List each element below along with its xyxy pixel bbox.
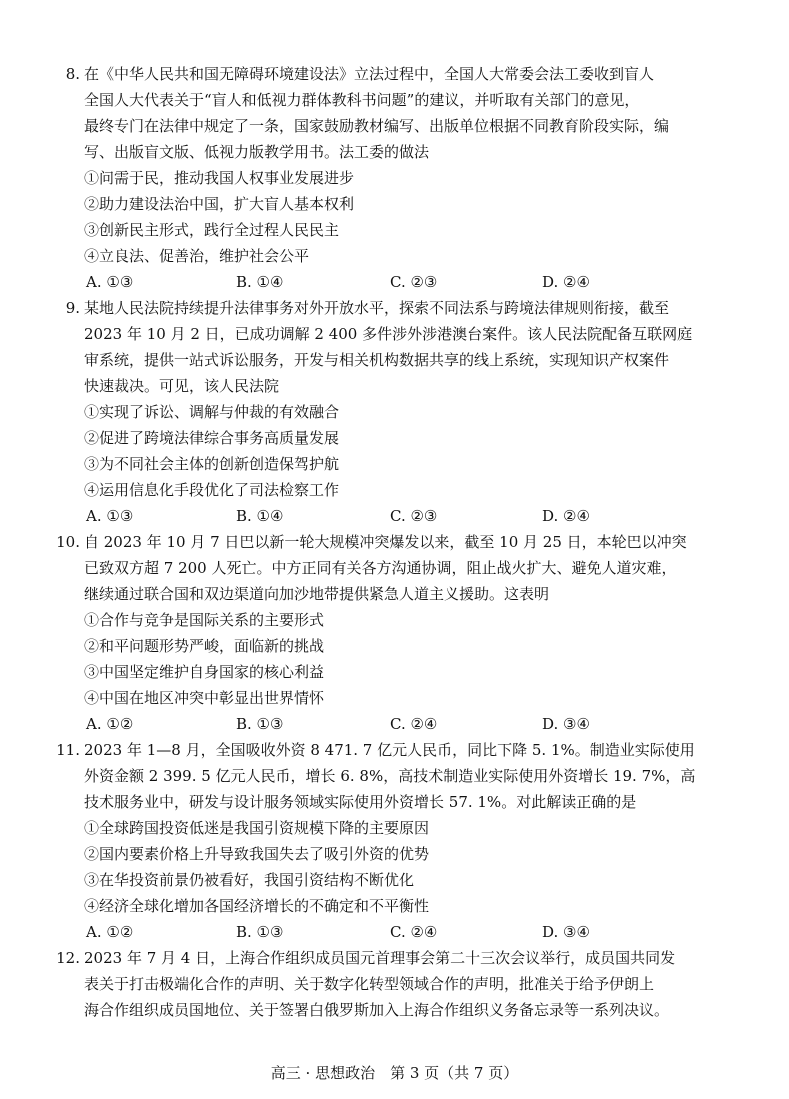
question-number: 9. (65, 299, 80, 317)
choice-d: D. ②④ (542, 507, 590, 525)
choice-d: D. ②④ (542, 273, 590, 291)
answer-choices (84, 503, 716, 529)
statement-option: ①合作与竞争是国际关系的主要形式 (84, 611, 325, 629)
choice-a: A. ①② (86, 715, 134, 733)
question-stem-line: 2023 年 10 月 2 日，已成功调解 2 400 多件涉外涉港澳台案件。该人民法院配备互联网庭 (84, 325, 693, 343)
choice-a: A. ①② (86, 923, 134, 941)
statement-option: ②助力建设法治中国，扩大盲人基本权利 (84, 195, 355, 213)
choice-b: B. ①④ (236, 273, 284, 291)
question-stem-line: 快速裁决。可见，该人民法院 (84, 377, 280, 395)
statement-option: ④立良法、促善治，维护社会公平 (84, 247, 310, 265)
statement-option: ②国内要素价格上升导致我国失去了吸引外资的优势 (84, 845, 430, 863)
statement-option: ①全球跨国投资低迷是我国引资规模下降的主要原因 (84, 819, 430, 837)
choice-c: C. ②③ (390, 507, 438, 525)
question-11 (56, 737, 716, 945)
question-9 (65, 295, 716, 529)
question-stem-line: 海合作组织成员国地位、关于签署白俄罗斯加入上海合作组织义务备忘录等一系列决议。 (84, 1001, 670, 1019)
statement-option: ③中国坚定维护自身国家的核心利益 (84, 663, 325, 681)
question-stem-line: 表关于打击极端化合作的声明、关于数字化转型领域合作的声明，批准关于给予伊朗上 (84, 975, 655, 993)
choice-d: D. ③④ (542, 715, 590, 733)
question-stem-line: 已致双方超 7 200 人死亡。中方正同有关各方沟通协调，阻止战火扩大、避免人道灾难， (84, 559, 677, 577)
choice-a: A. ①③ (86, 507, 134, 525)
statement-option: ①问需于民，推动我国人权事业发展进步 (84, 169, 355, 187)
statement-option: ①实现了诉讼、调解与仲裁的有效融合 (84, 403, 340, 421)
question-stem-line: 继续通过联合国和双边渠道向加沙地带提供紧急人道主义援助。这表明 (84, 585, 550, 603)
choice-c: C. ②④ (390, 715, 438, 733)
question-stem-line: 自 2023 年 10 月 7 日巴以新一轮大规模冲突爆发以来，截至 10 月 25 日，本轮巴以冲突 (84, 533, 687, 551)
question-number: 12. (56, 949, 80, 967)
question-stem-line: 外资金额 2 399. 5 亿元人民币，增长 6. 8%，高技术制造业实际使用外资增长 19. 7%，高 (84, 767, 696, 785)
statement-option: ④经济全球化增加各国经济增长的不确定和不平衡性 (84, 897, 430, 915)
statement-option: ④中国在地区冲突中彰显出世界情怀 (84, 689, 325, 707)
choice-d: D. ③④ (542, 923, 590, 941)
choice-b: B. ①③ (236, 923, 284, 941)
question-stem-line: 最终专门在法律中规定了一条，国家鼓励教材编写、出版单位根据不同教育阶段实际，编 (84, 117, 670, 135)
question-stem-line: 写、出版盲文版、低视力版教学用书。法工委的做法 (84, 143, 430, 161)
page-footer: 高三 · 思想政治 第 3 页（共 7 页） (270, 1064, 519, 1082)
statement-option: ③在华投资前景仍被看好，我国引资结构不断优化 (84, 871, 415, 889)
answer-choices (84, 919, 716, 945)
choice-c: C. ②③ (390, 273, 438, 291)
choice-b: B. ①④ (236, 507, 284, 525)
question-stem-line: 在《中华人民共和国无障碍环境建设法》立法过程中，全国人大常委会法工委收到盲人 (84, 65, 655, 83)
question-stem-line: 2023 年 1—8 月，全国吸收外资 8 471. 7 亿元人民币，同比下降 5. 1%。制造业实际使用 (84, 741, 695, 759)
statement-option: ④运用信息化手段优化了司法检察工作 (84, 481, 340, 499)
question-12 (56, 945, 716, 1023)
statement-option: ③创新民主形式，践行全过程人民民主 (84, 221, 340, 239)
question-number: 8. (65, 65, 80, 83)
statement-option: ②和平问题形势严峻，面临新的挑战 (84, 637, 325, 655)
answer-choices (84, 711, 716, 737)
question-stem-line: 全国人大代表关于“盲人和低视力群体教科书问题”的建议，并听取有关部门的意见， (84, 91, 640, 109)
question-stem-line: 2023 年 7 月 4 日，上海合作组织成员国元首理事会第二十三次会议举行，成员国共同发 (84, 949, 676, 967)
statement-option: ②促进了跨境法律综合事务高质量发展 (84, 429, 340, 447)
question-number: 11. (56, 741, 80, 759)
question-number: 10. (56, 533, 80, 551)
choice-c: C. ②④ (390, 923, 438, 941)
question-stem-line: 技术服务业中，研发与设计服务领域实际使用外资增长 57. 1%。对此解读正确的是 (84, 793, 637, 811)
question-8 (65, 61, 716, 295)
choice-a: A. ①③ (86, 273, 134, 291)
statement-option: ③为不同社会主体的创新创造保驾护航 (84, 455, 340, 473)
question-10 (56, 529, 716, 737)
question-stem-line: 审系统，提供一站式诉讼服务，开发与相关机构数据共享的线上系统，实现知识产权案件 (84, 351, 670, 369)
question-stem-line: 某地人民法院持续提升法律事务对外开放水平，探索不同法系与跨境法律规则衔接，截至 (84, 299, 670, 317)
answer-choices (84, 269, 716, 295)
choice-b: B. ①③ (236, 715, 284, 733)
